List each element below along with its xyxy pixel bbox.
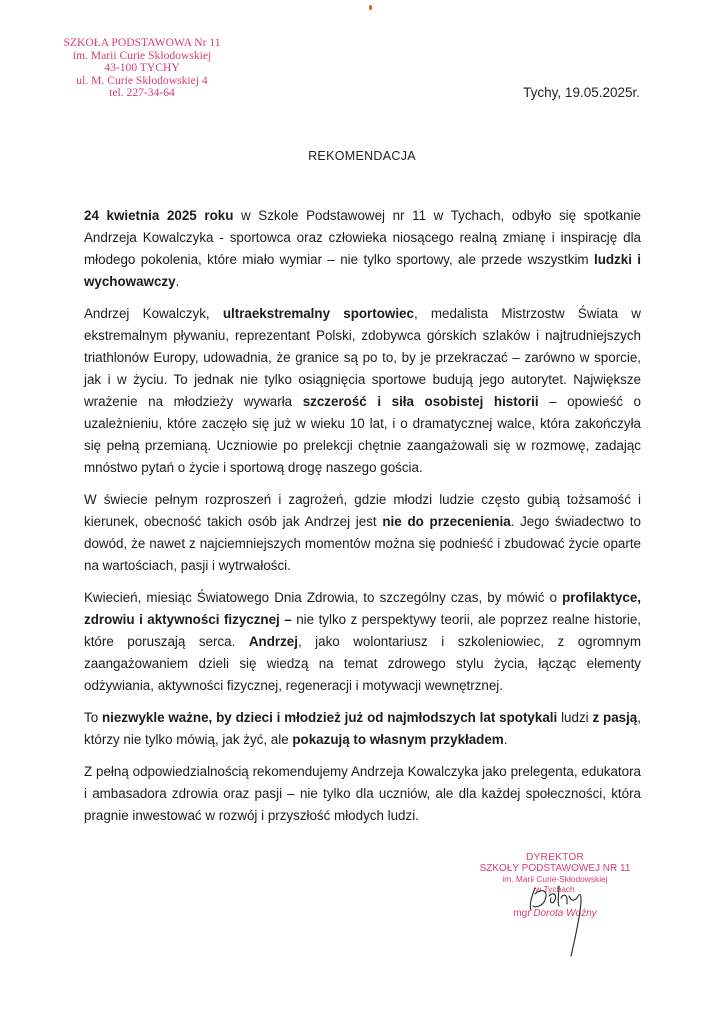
signature-name: Dorota Woźny [533, 908, 597, 919]
paragraph-athlete [84, 303, 641, 479]
bold-text: niezwykle ważne, by dzieci i młodzież już od najmłodszych lat spotykali [102, 710, 558, 725]
text: Andrzej Kowalczyk, [84, 306, 223, 321]
text: W świecie pełnym rozproszeń i zagrożeń, gdzie młodzi ludzie często gubią tożsamość i kierunek, obecność takich osób jak Andrzej jest [84, 492, 641, 529]
signature-school: SZKOŁY PODSTAWOWEJ NR 11 [479, 862, 631, 874]
bold-text: szczerość i siła osobistej historii [302, 394, 539, 409]
bold-text: ludzki i wychowawczy [84, 252, 641, 289]
text: . [503, 732, 508, 747]
stamp-line-phone: tel. 227-34-64 [109, 86, 175, 100]
stamp-line-patron: im. Marii Curie Skłodowskiej [72, 48, 212, 62]
signature-patron: im. Marii Curie-Skłodowskiej [502, 874, 608, 884]
text: , medalista Mistrzostw Świata w ekstremalnym pływaniu, reprezentant Polski, zdobywca górskich szlaków i najtrudniejszych triathlonów Europy, udowadnia, że granice są po to, by je przekraczać – zarówno w sporcie, jak i w życiu. To jednak nie tylko osiągnięcia sportowe budują jego autorytet. Największe wrażenie na młodzieży wywarła [84, 306, 641, 409]
stamp-line-street: ul. M. Curie Skłodowskiej 4 [76, 73, 208, 87]
text: nie tylko z perspektywy teorii, ale poprzez realne historie, które poruszają serca. [84, 612, 641, 649]
bold-date: 24 kwietnia 2025 roku [84, 208, 234, 223]
text: , którzy nie tylko mówią, jak żyć, ale [84, 710, 641, 747]
bold-text: Andrzej [248, 634, 298, 649]
signature-prefix: mgr [513, 908, 531, 919]
text: Z pełną odpowiedzialnością rekomendujemy Andrzeja Kowalczyka jako prelegenta, edukatora i ambasadora zdrowia oraz pasji – nie tylko dla uczniów, ale dla każdej społeczności, która pragnie inwestować w rozwój i przyszłość młodych ludzi. [84, 764, 641, 823]
paper-speck [369, 5, 372, 10]
text: To [84, 710, 102, 725]
stamp-line-school: SZKOŁA PODSTAWOWA Nr 11 [63, 36, 221, 49]
bold-text: z pasją [592, 710, 638, 725]
paragraph-testimony [84, 489, 641, 577]
school-stamp [52, 37, 232, 100]
text: Kwiecień, miesiąc Światowego Dnia Zdrowia, to szczególny czas, by mówić o [84, 590, 563, 605]
paragraph-recommendation [84, 761, 641, 827]
bold-text: profilaktyce, zdrowiu i aktywności fizycznej – [84, 590, 641, 627]
paragraph-importance [84, 707, 641, 751]
letter-body [84, 205, 641, 837]
bold-text: ultraekstremalny sportowiec [222, 306, 414, 321]
text: ludzi [557, 710, 593, 725]
text: – opowieść o uzależnieniu, które zaczęło się już w wieku 10 lat, i o dramatycznej walce, która zakończyła się pełną przemianą. Uczniowie po prelekcji chętnie zaangażowali się w rozmowę, zadając mnóstwo pytań o życie i sportową drogę naszego gościa. [84, 394, 642, 475]
text: . Jego świadectwo to dowód, że nawet z najciemniejszych momentów można się podnieść i zbudować życie oparte na wartościach, pasji i wytrwałości. [84, 514, 641, 573]
stamp-line-postcode: 43-100 TYCHY [104, 61, 180, 75]
paragraph-health [84, 587, 641, 697]
text: . [175, 274, 180, 289]
bold-text: nie do przecenienia [382, 514, 511, 529]
document-date: Tychy, 19.05.2025r. [523, 85, 640, 100]
document-title: REKOMENDACJA [308, 149, 416, 163]
paragraph-meeting [84, 205, 641, 293]
bold-text: pokazują to własnym przykładem [292, 732, 504, 747]
text: , jako wolontariusz i szkoleniowiec, z ogromnym zaangażowaniem dzieli się wiedzą na temat zdrowego stylu życia, łącząc elementy odżywiania, aktywności fizycznej, regeneracji i motywacji wewnętrznej. [84, 634, 641, 693]
handwritten-signature [505, 870, 615, 960]
signature-city: w Tychach [535, 884, 575, 894]
signature-role: DYREKTOR [525, 852, 585, 863]
text: w Szkole Podstawowej nr 11 w Tychach, odbyło się spotkanie Andrzeja Kowalczyka - sportowca oraz człowieka niosącego realną zmianę i inspirację dla młodego pokolenia, które miało wymiar – nie tylko sportowy, ale przede wszystkim [84, 208, 642, 267]
